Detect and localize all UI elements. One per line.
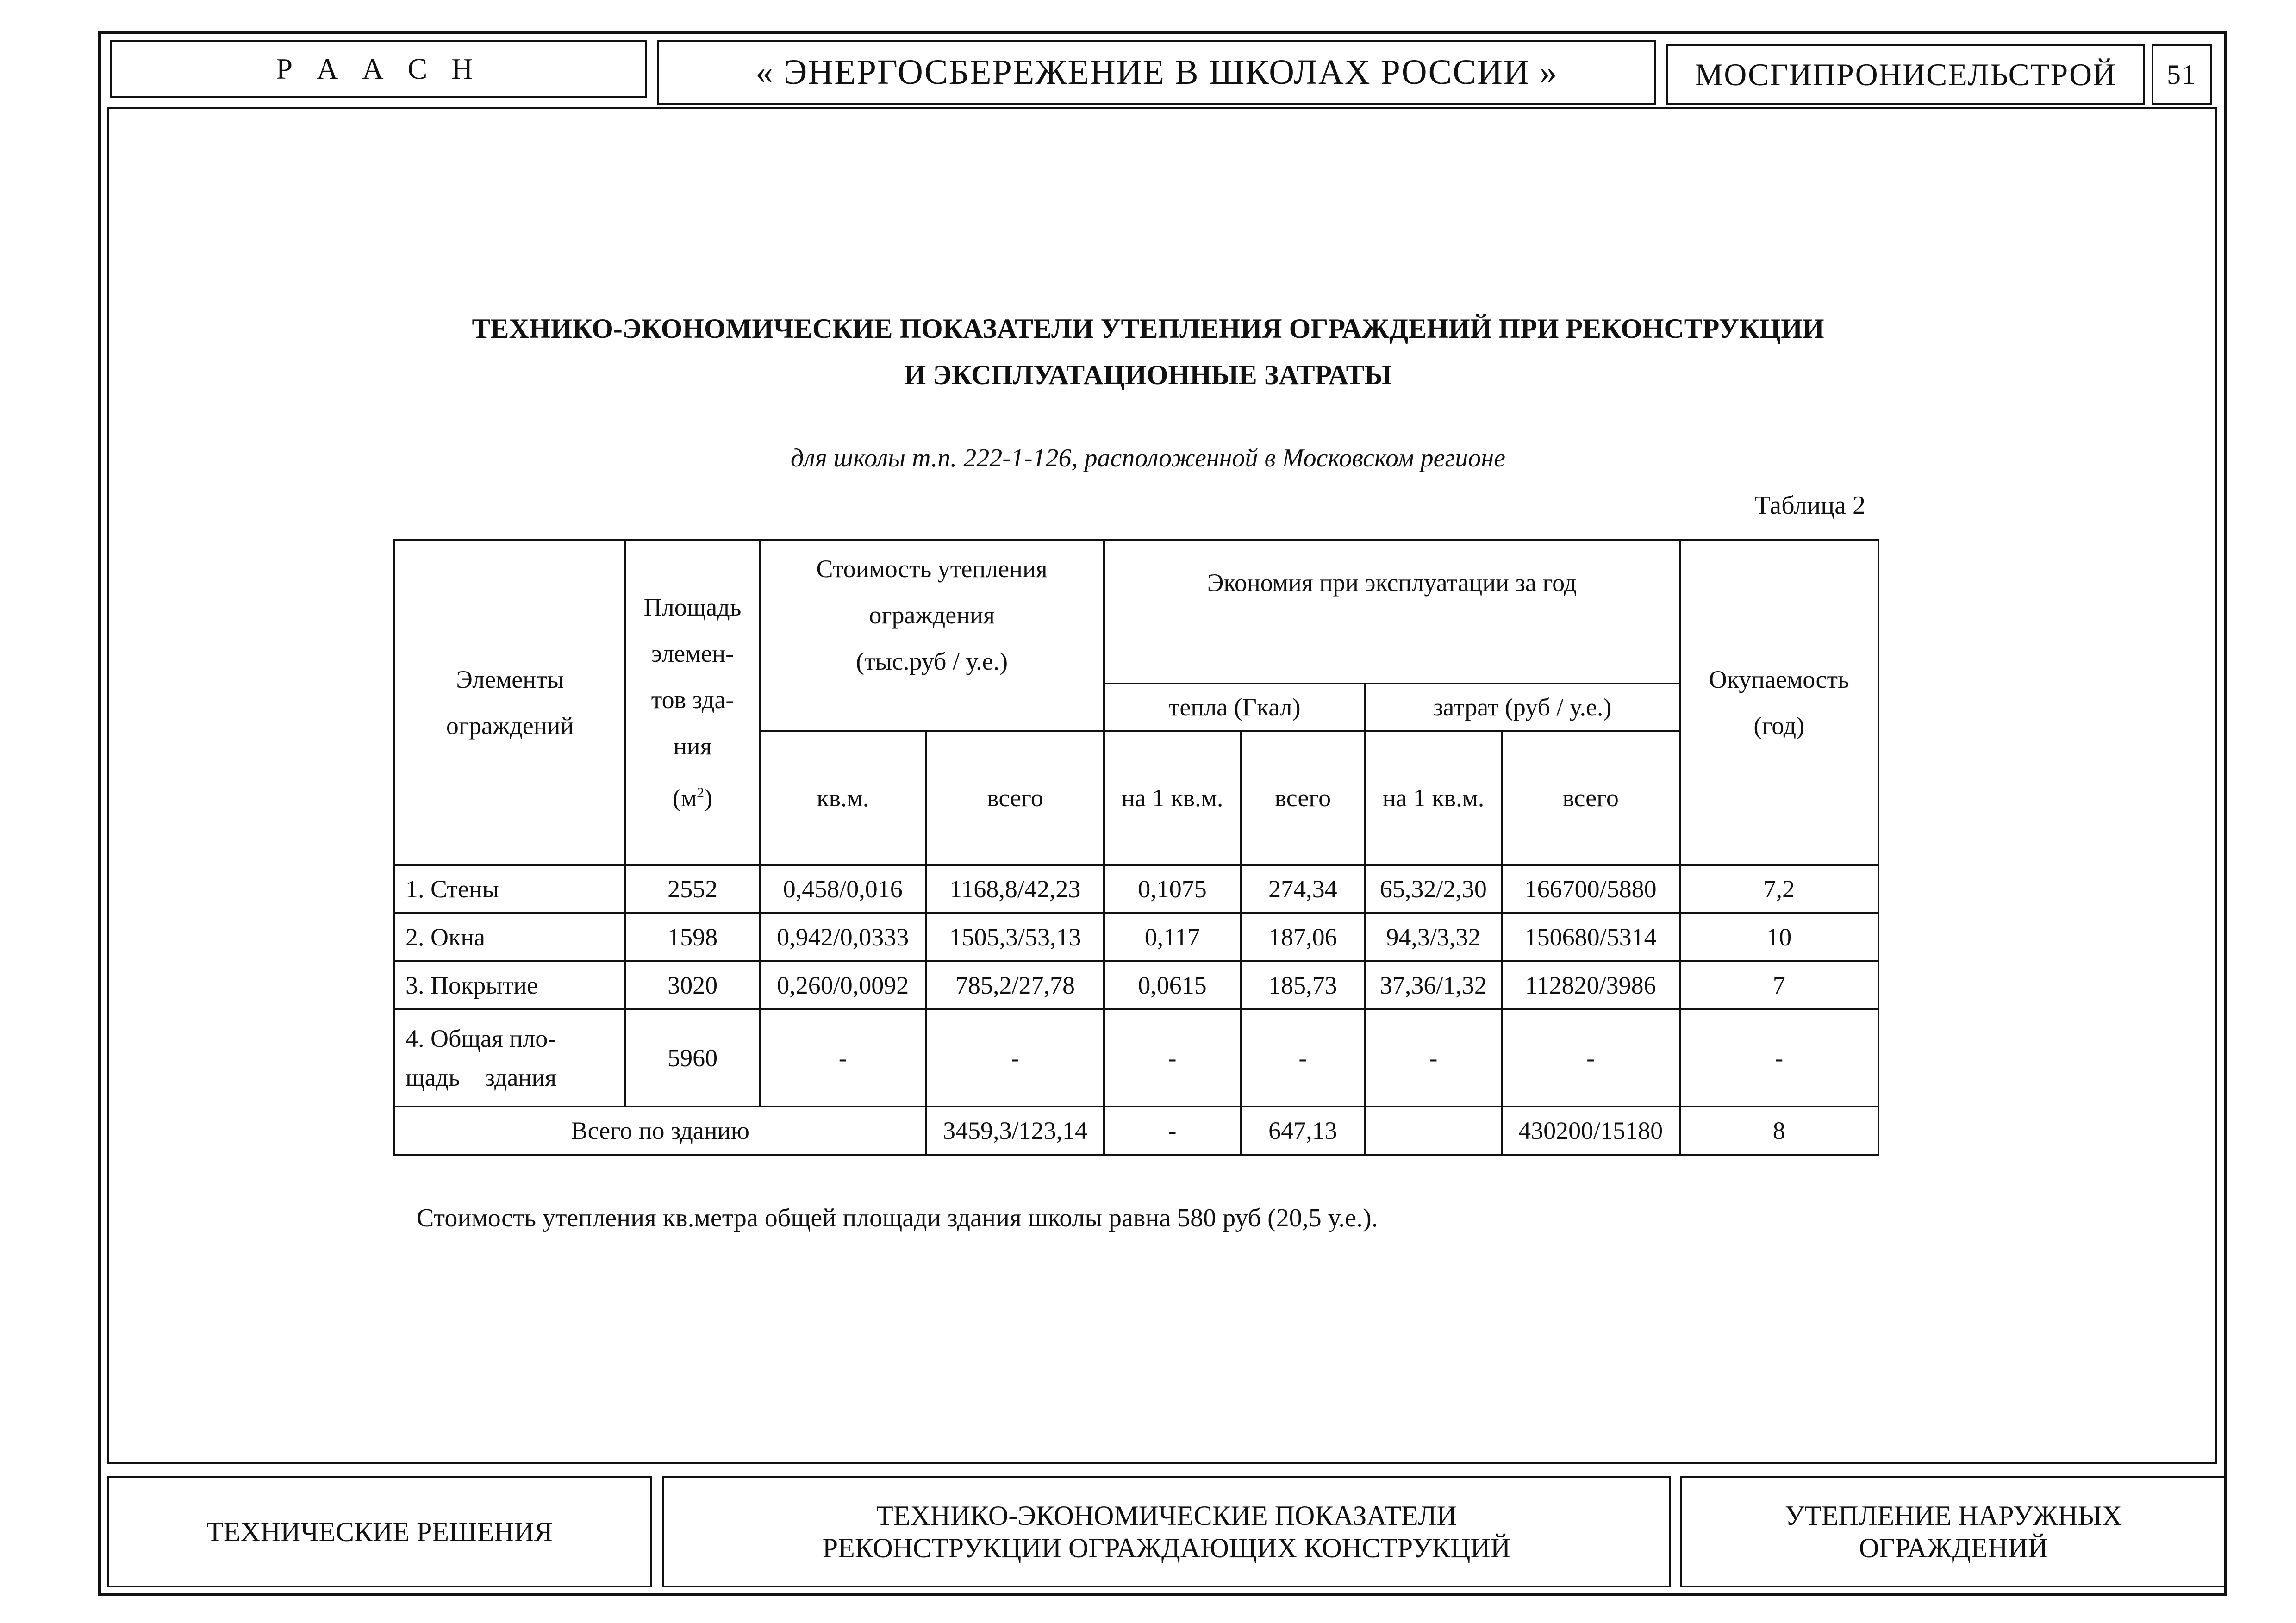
total-heat: 647,13 [1241,1107,1365,1155]
header-series [657,40,1656,105]
page-title [0,305,2296,398]
th-area-unit: (м [673,784,697,812]
th-elements-1: Элементы [456,665,564,693]
cell-name: 2. Окна [394,913,625,961]
cell-dash: - [760,1009,926,1107]
th-payback [1680,540,1879,865]
cost-note: Стоимость утепления кв.метра общей площади здания школы равна 580 руб (20,5 у.е.). [417,1204,1378,1232]
cell-dash: - [1680,1009,1879,1107]
th-expenses: затрат (руб / у.е.) [1365,684,1679,731]
cell-name: 3. Покрытие [394,961,625,1009]
total-heat-sqm: - [1104,1107,1240,1155]
cell-area: 1598 [625,913,760,961]
cell-heat-total: 185,73 [1241,961,1365,1009]
footer-subject [1680,1476,2227,1587]
row4-name-1: 4. Общая пло- [406,1025,556,1052]
th-payback-2: (год) [1753,712,1805,740]
cell-cost-total: 1505,3/53,13 [926,913,1104,961]
th-cost-sqm: кв.м. [760,731,926,865]
footer-section [107,1476,652,1587]
table-row [394,865,1878,913]
th-heat-total: всего [1241,731,1365,865]
cell-dash: - [926,1009,1104,1107]
table-row [394,961,1878,1009]
footer-topic [662,1476,1671,1587]
th-cost [760,540,1104,731]
th-area-close: ) [704,784,713,812]
row4-name-2: щадь здания [406,1063,557,1091]
footer-topic-2: РЕКОНСТРУКЦИИ ОГРАЖДАЮЩИХ КОНСТРУКЦИЙ [822,1533,1511,1563]
cell-cost-sqm: 0,458/0,016 [760,865,926,913]
cell-exp-sqm: 65,32/2,30 [1365,865,1502,913]
footer-subject-1: УТЕПЛЕНИЕ НАРУЖНЫХ [1784,1500,2122,1531]
th-payback-1: Окупаемость [1709,665,1849,693]
th-area-5 [630,769,755,821]
th-heat: тепла (Гкал) [1104,684,1365,731]
cell-cost-total: 785,2/27,78 [926,961,1104,1009]
header-org-text: Р А А С Н [276,52,481,85]
th-cost-total: всего [926,731,1104,865]
th-area [625,540,760,865]
cell-heat-sqm: 0,0615 [1104,961,1240,1009]
th-cost-3: (тыс.руб / у.е.) [856,647,1008,675]
cell-exp-total: 150680/5314 [1502,913,1680,961]
footer-subject-text [1785,1499,2122,1564]
th-area-sup: 2 [697,784,705,801]
header-series-text: « ЭНЕРГОСБЕРЕЖЕНИЕ В ШКОЛАХ РОССИИ » [755,52,1558,92]
th-exp-sqm: на 1 кв.м. [1365,731,1502,865]
cell-dash: - [1104,1009,1240,1107]
cell-dash: - [1502,1009,1680,1107]
cell-dash: - [1365,1009,1502,1107]
th-area-2: элемен- [651,640,734,667]
total-exp: 430200/15180 [1502,1107,1680,1155]
cell-payback: 10 [1680,913,1879,961]
page-number: 51 [2167,59,2196,90]
th-area-4: ния [673,732,712,760]
cell-area: 2552 [625,865,760,913]
subtitle: для школы т.п. 222-1-126, расположенной в Московском регионе [791,444,1505,473]
footer-topic-text [823,1499,1510,1564]
footer-section-text: ТЕХНИЧЕСКИЕ РЕШЕНИЯ [206,1517,553,1547]
total-row [394,1107,1878,1155]
cell-heat-sqm: 0,117 [1104,913,1240,961]
data-table [393,539,1879,1156]
footer-subject-2: ОГРАЖДЕНИЙ [1859,1533,2048,1563]
total-payback: 8 [1680,1107,1879,1155]
title-line-1: ТЕХНИКО-ЭКОНОМИЧЕСКИЕ ПОКАЗАТЕЛИ УТЕПЛЕНИЯ ОГРАЖДЕНИЙ ПРИ РЕКОНСТРУКЦИИ [472,313,1824,344]
th-cost-1: Стоимость утепления [816,555,1048,583]
cell-heat-sqm: 0,1075 [1104,865,1240,913]
table-label: Таблица 2 [1754,491,1866,520]
total-label: Всего по зданию [394,1107,926,1155]
cell-exp-total: 166700/5880 [1502,865,1680,913]
total-exp-sqm [1365,1107,1502,1155]
cell-heat-total: 187,06 [1241,913,1365,961]
th-heat-sqm: на 1 кв.м. [1104,731,1240,865]
cell-exp-total: 112820/3986 [1502,961,1680,1009]
cell-name [394,1009,625,1107]
th-area-1: Площадь [643,593,742,621]
th-area-3: тов зда- [651,686,734,714]
cell-area: 5960 [625,1009,760,1107]
table-row [394,913,1878,961]
cell-cost-sqm: 0,942/0,0333 [760,913,926,961]
cell-heat-total: 274,34 [1241,865,1365,913]
cell-dash: - [1241,1009,1365,1107]
cell-cost-total: 1168,8/42,23 [926,865,1104,913]
cell-payback: 7,2 [1680,865,1879,913]
footer-topic-1: ТЕХНИКО-ЭКОНОМИЧЕСКИЕ ПОКАЗАТЕЛИ [876,1500,1457,1531]
table-row [394,1009,1878,1107]
header-page-number [2152,44,2212,105]
th-economy: Экономия при эксплуатации за год [1104,540,1679,684]
cell-exp-sqm: 94,3/3,32 [1365,913,1502,961]
th-elements-2: ограждений [446,712,574,740]
cell-exp-sqm: 37,36/1,32 [1365,961,1502,1009]
th-cost-2: ограждения [869,601,995,629]
th-elements [394,540,625,865]
th-exp-total: всего [1502,731,1680,865]
cell-area: 3020 [625,961,760,1009]
cell-name: 1. Стены [394,865,625,913]
cell-cost-sqm: 0,260/0,0092 [760,961,926,1009]
cell-payback: 7 [1680,961,1879,1009]
header-author [1666,44,2145,105]
total-cost: 3459,3/123,14 [926,1107,1104,1155]
header-author-text: МОСГИПРОНИСЕЛЬСТРОЙ [1695,56,2117,92]
header-org [110,40,647,98]
title-line-2: И ЭКСПЛУАТАЦИОННЫЕ ЗАТРАТЫ [904,360,1392,390]
